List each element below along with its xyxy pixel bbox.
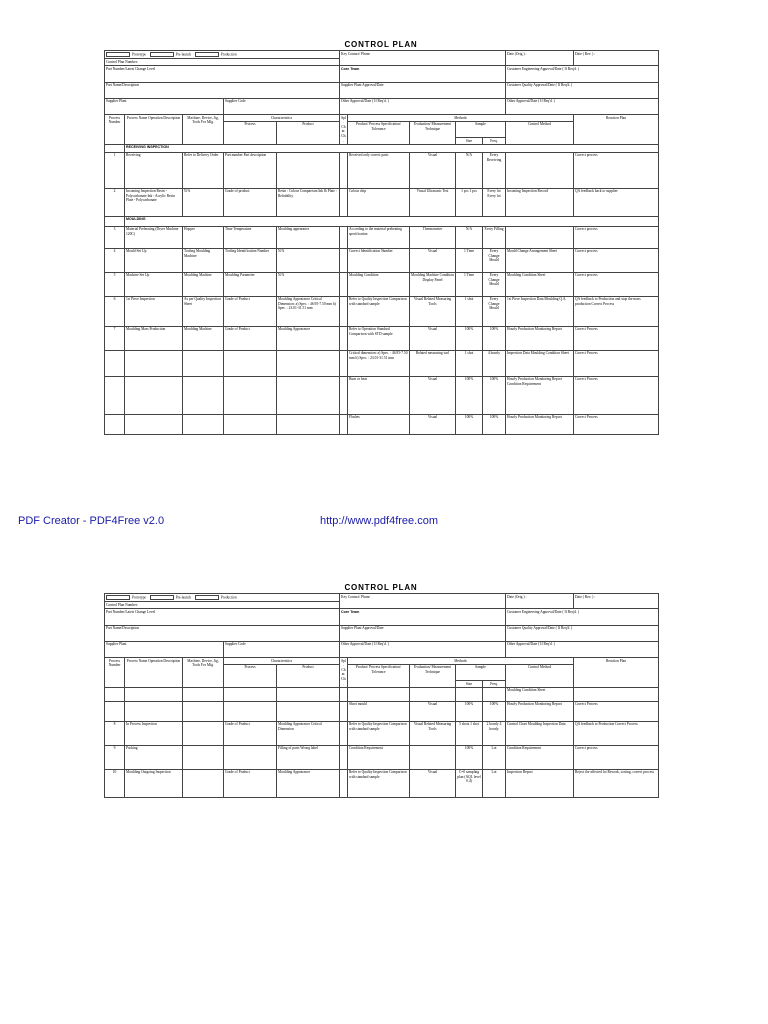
control-method-cell: Hourly Production Monitoring Report bbox=[506, 414, 574, 434]
process-number-cell: 10 bbox=[105, 769, 125, 797]
sample-freq-cell: Every Change Mould bbox=[483, 272, 506, 296]
sample-size-cell: 1 pcs 1 pcs bbox=[456, 188, 483, 216]
section-row bbox=[105, 144, 659, 152]
eval-technique-cell: Visual bbox=[410, 769, 456, 797]
col-process-number: Process Number bbox=[105, 657, 125, 687]
special-char-cell bbox=[340, 687, 348, 701]
product-char-cell bbox=[277, 687, 340, 701]
page-title: CONTROL PLAN bbox=[344, 583, 418, 592]
eval-technique-cell: Visual bbox=[410, 326, 456, 350]
col-methods: Methods bbox=[348, 114, 574, 121]
special-char-cell bbox=[340, 248, 348, 272]
product-char-cell: Moulding Appearance bbox=[277, 326, 340, 350]
process-name-cell: Receiving bbox=[125, 152, 183, 188]
machine-cell: Refer to Delivery Order bbox=[183, 152, 224, 188]
table-row bbox=[105, 296, 659, 326]
process-number-cell bbox=[105, 701, 125, 721]
process-char-cell: Grade of Product bbox=[224, 296, 277, 326]
product-char-cell bbox=[277, 414, 340, 434]
control-plan-header-table bbox=[104, 50, 659, 435]
process-name-cell: Mould Set Up bbox=[125, 248, 183, 272]
control-method-cell: Hourly Production Monitoring Report bbox=[506, 326, 574, 350]
sample-freq-cell: 2 hourly 4 hourly bbox=[483, 721, 506, 745]
section-heading: RECEIVING INSPECTION bbox=[125, 144, 659, 152]
col-special-char: Spl. Char. Cls. bbox=[341, 658, 346, 686]
sample-size-cell bbox=[456, 687, 483, 701]
special-char-cell bbox=[340, 226, 348, 248]
table-row bbox=[105, 188, 659, 216]
sample-size-cell: 5 shots 1 shot bbox=[456, 721, 483, 745]
reaction-plan-cell: QA feedback to Production and stop the mass production Correct Process bbox=[574, 296, 659, 326]
special-char-cell bbox=[340, 188, 348, 216]
reaction-plan-cell: QA feedback back to supplier bbox=[574, 188, 659, 216]
machine-cell bbox=[183, 414, 224, 434]
process-number-cell bbox=[105, 414, 125, 434]
eval-technique-cell: Related measuring tool bbox=[410, 350, 456, 376]
process-char-cell: Tooling Identification Number bbox=[224, 248, 277, 272]
col-control-method: Control Method bbox=[506, 664, 574, 687]
col-eval: Evaluation/ Measurement Technique bbox=[410, 664, 456, 687]
col-machine: Machine, Device, Jig, Tools For Mfg. bbox=[183, 114, 224, 144]
sample-freq-cell: Every Change Mould bbox=[483, 248, 506, 272]
reaction-plan-cell: Correct process bbox=[574, 272, 659, 296]
spec-cell bbox=[348, 687, 410, 701]
control-method-cell: Hourly Production Monitoring Report bbox=[506, 701, 574, 721]
sample-size-cell: C=0 sampling plan (AQL level 0.4) bbox=[456, 769, 483, 797]
eval-technique-cell bbox=[410, 745, 456, 769]
col-spec: Product/ Process Specification/ Tolerance bbox=[348, 664, 410, 687]
sample-size-cell: 100% bbox=[456, 414, 483, 434]
reaction-plan-cell: QA feedback to Production Correct Process bbox=[574, 721, 659, 745]
col-special-char: Spl. Char. Cls. bbox=[341, 115, 346, 143]
reaction-plan-cell bbox=[574, 687, 659, 701]
sample-freq-cell: Every lot Every lot bbox=[483, 188, 506, 216]
process-char-cell: Grade of Product bbox=[224, 326, 277, 350]
process-number-cell: 4 bbox=[105, 248, 125, 272]
process-char-cell: Grade of Product bbox=[224, 721, 277, 745]
control-method-cell: 1st Piece Inspection Data Moulding Q.A. bbox=[506, 296, 574, 326]
product-char-cell: Moulding Appearance bbox=[277, 769, 340, 797]
table-row bbox=[105, 745, 659, 769]
cust-quality-approval-field: Customer Quality Approval/Date ( If Req'd. ) bbox=[506, 82, 659, 98]
col-process-name: Process Name Operation Description bbox=[125, 657, 183, 687]
spec-cell: Moulding Condition bbox=[348, 272, 410, 296]
machine-cell: As per Quality Inspection Sheet bbox=[183, 296, 224, 326]
other-approval-field-1: Other Approval/Date ( If Req'd. ) bbox=[340, 641, 506, 657]
special-char-cell bbox=[340, 326, 348, 350]
machine-cell: Moulding Machine bbox=[183, 272, 224, 296]
other-approval-field-2: Other Approval/Date ( If Req'd. ) bbox=[506, 98, 659, 114]
process-char-cell: Grade of Product bbox=[224, 769, 277, 797]
machine-cell bbox=[183, 350, 224, 376]
control-plan-page-1 bbox=[104, 40, 658, 435]
col-process: Process bbox=[224, 121, 277, 144]
process-number-cell bbox=[105, 376, 125, 414]
product-char-cell: Moulding Appearance Critical Dimension bbox=[277, 721, 340, 745]
reaction-plan-cell: Correct process bbox=[574, 226, 659, 248]
col-methods: Methods bbox=[348, 657, 574, 664]
product-char-cell bbox=[277, 376, 340, 414]
page-title: CONTROL PLAN bbox=[344, 40, 418, 49]
machine-cell bbox=[183, 721, 224, 745]
process-number-cell: 1 bbox=[105, 152, 125, 188]
col-size: Size bbox=[456, 680, 483, 687]
col-process-name: Process Name Operation Description bbox=[125, 114, 183, 144]
sample-freq-cell: Lot bbox=[483, 745, 506, 769]
key-contact-field: Key Contact/ Phone bbox=[340, 594, 506, 609]
sample-size-cell: 100% bbox=[456, 326, 483, 350]
reaction-plan-cell: Correct Process bbox=[574, 326, 659, 350]
control-method-cell: Control Chart Moulding Inspection Data bbox=[506, 721, 574, 745]
cust-eng-approval-field: Customer Engineering Approval/Date ( If Req'd. ) bbox=[506, 66, 659, 82]
process-name-cell bbox=[125, 414, 183, 434]
product-char-cell: Moulding Appearance Critical Dimension: a) Spec. : 46.95-7.50 mm b) Spec. : 23.01-31.51 mm bbox=[277, 296, 340, 326]
product-char-cell: Moulding appearance bbox=[277, 226, 340, 248]
product-char-cell: N/A bbox=[277, 248, 340, 272]
reaction-plan-cell: Correct process bbox=[574, 745, 659, 769]
reaction-plan-cell: Correct Process bbox=[574, 376, 659, 414]
section-heading: MOULDING bbox=[125, 216, 659, 226]
eval-technique-cell: Visual bbox=[410, 701, 456, 721]
supplier-code-field: Supplier Code bbox=[224, 98, 340, 114]
table-row bbox=[105, 376, 659, 414]
col-product: Product bbox=[277, 664, 340, 687]
spec-cell: Colour chip bbox=[348, 188, 410, 216]
supplier-code-field: Supplier Code bbox=[224, 641, 340, 657]
spec-cell: Refer to Quality Inspection Comparison with standard sample bbox=[348, 769, 410, 797]
process-name-cell: Material Preheating (Dryer Machine 120C) bbox=[125, 226, 183, 248]
col-reaction-plan: Reaction Plan bbox=[574, 114, 659, 144]
process-char-cell bbox=[224, 701, 277, 721]
supplier-plant-field: Supplier Plant bbox=[105, 641, 224, 657]
col-spec: Product/ Process Specification/ Tolerance bbox=[348, 121, 410, 144]
eval-technique-cell: Visual Ultrasonic Test bbox=[410, 188, 456, 216]
special-char-cell bbox=[340, 296, 348, 326]
eval-technique-cell: Visual bbox=[410, 152, 456, 188]
product-char-cell: N/A bbox=[277, 272, 340, 296]
date-orig-field: Date (Orig.) : bbox=[506, 51, 574, 66]
spec-cell: Refer to Quality Inspection Comparison with standard sample bbox=[348, 721, 410, 745]
sample-size-cell: 1 Time bbox=[456, 248, 483, 272]
product-char-cell bbox=[277, 350, 340, 376]
reaction-plan-cell: Correct process bbox=[574, 248, 659, 272]
date-orig-field: Date (Orig.) : bbox=[506, 594, 574, 609]
control-method-cell: Incoming Inspection Record bbox=[506, 188, 574, 216]
key-contact-field: Key Contact/ Phone bbox=[340, 51, 506, 66]
table-row bbox=[105, 152, 659, 188]
part-number-field: Part Number/Latest Change Level bbox=[105, 609, 340, 625]
process-name-cell: Incoming Inspection Resin - Polycarbonate Ink - Acrylic Resin Plate - Polycarbonate bbox=[125, 188, 183, 216]
process-char-cell bbox=[224, 745, 277, 769]
col-control-method: Control Method bbox=[506, 121, 574, 144]
part-name-field: Part Name/Description bbox=[105, 625, 340, 641]
process-number-cell: 8 bbox=[105, 721, 125, 745]
col-sample: Sample bbox=[456, 664, 506, 680]
process-name-cell: Packing bbox=[125, 745, 183, 769]
machine-cell: N/A bbox=[183, 188, 224, 216]
eval-technique-cell bbox=[410, 687, 456, 701]
machine-cell bbox=[183, 701, 224, 721]
spec-cell: Refer to Quality Inspection Comparison with standard sample bbox=[348, 296, 410, 326]
process-name-cell: 1st Piece Inspection bbox=[125, 296, 183, 326]
process-char-cell bbox=[224, 687, 277, 701]
prototype-label: Prototype bbox=[132, 52, 146, 57]
table-row bbox=[105, 721, 659, 745]
spec-cell: Condition Requirement bbox=[348, 745, 410, 769]
special-char-cell bbox=[340, 350, 348, 376]
reaction-plan-cell: Correct Process bbox=[574, 414, 659, 434]
spec-cell: Received only correct parts bbox=[348, 152, 410, 188]
col-machine: Machine, Device, Jig, Tools For Mfg. bbox=[183, 657, 224, 687]
sample-size-cell: N/A bbox=[456, 152, 483, 188]
eval-technique-cell: Visual bbox=[410, 248, 456, 272]
process-name-cell: Moulding Mass Production bbox=[125, 326, 183, 350]
machine-cell: Tooling Moulding Machine bbox=[183, 248, 224, 272]
prototype-checkbox[interactable] bbox=[106, 595, 130, 601]
prelaunch-checkbox[interactable] bbox=[150, 52, 174, 58]
process-name-cell bbox=[125, 687, 183, 701]
section-cell-blank bbox=[105, 216, 125, 226]
cust-quality-approval-field: Customer Quality Approval/Date ( If Req'd. ) bbox=[506, 625, 659, 641]
prelaunch-label: Pre-launch bbox=[175, 52, 192, 57]
sample-size-cell: 1 Time bbox=[456, 272, 483, 296]
table-row bbox=[105, 687, 659, 701]
col-product: Product bbox=[277, 121, 340, 144]
supplier-plant-approval-field: Supplier Plant Approval/Date bbox=[340, 82, 506, 98]
process-number-cell: 2 bbox=[105, 188, 125, 216]
sample-size-cell: 1 shot bbox=[456, 350, 483, 376]
process-char-cell: Part number Part description bbox=[224, 152, 277, 188]
process-char-cell bbox=[224, 414, 277, 434]
col-freq: Freq. bbox=[483, 680, 506, 687]
control-plan-number-field: Control Plan Number: bbox=[105, 59, 340, 66]
table-row bbox=[105, 248, 659, 272]
sample-freq-cell: Every Receiving bbox=[483, 152, 506, 188]
col-characteristics: Characteristics bbox=[224, 114, 340, 121]
table-row bbox=[105, 226, 659, 248]
sample-freq-cell: 100% bbox=[483, 701, 506, 721]
process-name-cell bbox=[125, 701, 183, 721]
col-characteristics: Characteristics bbox=[224, 657, 340, 664]
prototype-checkbox[interactable] bbox=[106, 52, 130, 58]
sample-size-cell: 100% bbox=[456, 376, 483, 414]
section-row bbox=[105, 216, 659, 226]
special-char-cell bbox=[340, 414, 348, 434]
spec-cell: Correct Identification Number bbox=[348, 248, 410, 272]
process-name-cell bbox=[125, 350, 183, 376]
col-freq: Freq. bbox=[483, 137, 506, 144]
spec-cell: Critical dimension: a) Spec. : 46.95-7.50 mm b) Spec. : 23.01-31.51 mm bbox=[348, 350, 410, 376]
control-method-cell: Hourly Production Monitoring Report Condition Requirement bbox=[506, 376, 574, 414]
sample-size-cell: 1 shot bbox=[456, 296, 483, 326]
process-char-cell bbox=[224, 376, 277, 414]
sample-freq-cell bbox=[483, 687, 506, 701]
special-char-cell bbox=[340, 152, 348, 188]
machine-cell bbox=[183, 687, 224, 701]
eval-technique-cell: Visual Related Measuring Tools bbox=[410, 296, 456, 326]
process-char-cell: Time Temperature bbox=[224, 226, 277, 248]
spec-cell: Refer to Operation Standard Comparison with STD sample bbox=[348, 326, 410, 350]
table-row bbox=[105, 414, 659, 434]
reaction-plan-cell: Correct Process bbox=[574, 350, 659, 376]
control-plan-page-2 bbox=[104, 583, 658, 798]
special-char-cell bbox=[340, 701, 348, 721]
product-char-cell: Resin : Colour Comparison Ink & Plate : Reliability bbox=[277, 188, 340, 216]
other-approval-field-1: Other Approval/Date ( If Req'd. ) bbox=[340, 98, 506, 114]
process-name-cell bbox=[125, 376, 183, 414]
sample-freq-cell: 100% bbox=[483, 326, 506, 350]
core-team-field: Core Team bbox=[340, 609, 506, 625]
spec-cell: Short mould bbox=[348, 701, 410, 721]
eval-technique-cell: Moulding Machine Condition Display Panel bbox=[410, 272, 456, 296]
process-char-cell: Moulding Parameter bbox=[224, 272, 277, 296]
product-char-cell: Filling of parts Wrong label bbox=[277, 745, 340, 769]
cust-eng-approval-field: Customer Engineering Approval/Date ( If Req'd. ) bbox=[506, 609, 659, 625]
doc-type-row bbox=[105, 594, 340, 602]
control-method-cell bbox=[506, 226, 574, 248]
prelaunch-label: Pre-launch bbox=[175, 595, 192, 600]
special-char-cell bbox=[340, 745, 348, 769]
special-char-cell bbox=[340, 721, 348, 745]
doc-type-row bbox=[105, 51, 340, 59]
supplier-plant-field: Supplier Plant bbox=[105, 98, 224, 114]
process-number-cell: 7 bbox=[105, 326, 125, 350]
spec-cell: Burn or heat bbox=[348, 376, 410, 414]
spec-cell: According to the material preheating specification bbox=[348, 226, 410, 248]
eval-technique-cell: Visual bbox=[410, 414, 456, 434]
col-size: Size bbox=[456, 137, 483, 144]
process-name-cell: In Process Inspection bbox=[125, 721, 183, 745]
col-eval: Evaluation/ Measurement Technique bbox=[410, 121, 456, 144]
prototype-label: Prototype bbox=[132, 595, 146, 600]
control-plan-number-field: Control Plan Number: bbox=[105, 602, 340, 609]
control-plan-rows bbox=[105, 687, 659, 797]
reaction-plan-cell: Reject the affected lot Rework, sorting, correct process bbox=[574, 769, 659, 797]
table-row bbox=[105, 769, 659, 797]
machine-cell bbox=[183, 745, 224, 769]
section-cell-blank bbox=[105, 144, 125, 152]
special-char-cell bbox=[340, 272, 348, 296]
control-method-cell: Mould Change Arrangement Sheet bbox=[506, 248, 574, 272]
process-number-cell: 5 bbox=[105, 272, 125, 296]
control-method-cell: Moulding Condition Sheet bbox=[506, 272, 574, 296]
production-label: Production bbox=[220, 52, 237, 57]
control-plan-header-table bbox=[104, 593, 659, 798]
process-number-cell bbox=[105, 687, 125, 701]
control-method-cell: Inspection Data Moulding Condition Sheet bbox=[506, 350, 574, 376]
process-char-cell: Grade of product bbox=[224, 188, 277, 216]
control-method-cell: Condition Requirement bbox=[506, 745, 574, 769]
process-number-cell: 3 bbox=[105, 226, 125, 248]
product-char-cell bbox=[277, 152, 340, 188]
eval-technique-cell: Visual Related Measuring Tools bbox=[410, 721, 456, 745]
machine-cell bbox=[183, 376, 224, 414]
col-process: Process bbox=[224, 664, 277, 687]
pdf4free-link[interactable]: http://www.pdf4free.com bbox=[320, 515, 438, 527]
sample-size-cell: N/A bbox=[456, 226, 483, 248]
col-sample: Sample bbox=[456, 121, 506, 137]
supplier-plant-approval-field: Supplier Plant Approval/Date bbox=[340, 625, 506, 641]
date-rev-field: Date ( Rev. ) : bbox=[574, 594, 659, 609]
process-number-cell bbox=[105, 350, 125, 376]
process-number-cell: 6 bbox=[105, 296, 125, 326]
prelaunch-checkbox[interactable] bbox=[150, 595, 174, 601]
spec-cell: Flashes bbox=[348, 414, 410, 434]
sample-freq-cell: Every Filling bbox=[483, 226, 506, 248]
sample-freq-cell: 4 hourly bbox=[483, 350, 506, 376]
sample-freq-cell: Lot bbox=[483, 769, 506, 797]
process-name-cell: Machine Set Up bbox=[125, 272, 183, 296]
date-rev-field: Date ( Rev. ) : bbox=[574, 51, 659, 66]
pdf-creator-label: PDF Creator - PDF4Free v2.0 bbox=[18, 515, 165, 527]
table-row bbox=[105, 272, 659, 296]
sample-size-cell: 100% bbox=[456, 745, 483, 769]
part-number-field: Part Number/Latest Change Level bbox=[105, 66, 340, 82]
sample-freq-cell: 100% bbox=[483, 414, 506, 434]
reaction-plan-cell: Correct process bbox=[574, 152, 659, 188]
control-method-cell bbox=[506, 152, 574, 188]
production-checkbox[interactable] bbox=[195, 595, 219, 601]
production-checkbox[interactable] bbox=[195, 52, 219, 58]
special-char-cell bbox=[340, 376, 348, 414]
machine-cell: Moulding Machine bbox=[183, 326, 224, 350]
process-number-cell: 9 bbox=[105, 745, 125, 769]
control-method-cell: Moulding Condition Sheet bbox=[506, 687, 574, 701]
machine-cell bbox=[183, 769, 224, 797]
product-char-cell bbox=[277, 701, 340, 721]
sample-freq-cell: 100% bbox=[483, 376, 506, 414]
eval-technique-cell: Visual bbox=[410, 376, 456, 414]
control-plan-rows bbox=[105, 144, 659, 434]
col-reaction-plan: Reaction Plan bbox=[574, 657, 659, 687]
table-row bbox=[105, 350, 659, 376]
table-row bbox=[105, 701, 659, 721]
part-name-field: Part Name/Description bbox=[105, 82, 340, 98]
table-row bbox=[105, 326, 659, 350]
eval-technique-cell: Thermometer bbox=[410, 226, 456, 248]
core-team-field: Core Team bbox=[340, 66, 506, 82]
other-approval-field-2: Other Approval/Date ( If Req'd. ) bbox=[506, 641, 659, 657]
sample-size-cell: 100% bbox=[456, 701, 483, 721]
reaction-plan-cell: Correct Process bbox=[574, 701, 659, 721]
process-char-cell bbox=[224, 350, 277, 376]
machine-cell: Hopper bbox=[183, 226, 224, 248]
col-process-number: Process Number bbox=[105, 114, 125, 144]
special-char-cell bbox=[340, 769, 348, 797]
process-name-cell: Moulding Outgoing Inspection bbox=[125, 769, 183, 797]
control-method-cell: Inspection Report bbox=[506, 769, 574, 797]
sample-freq-cell: Every Change Mould bbox=[483, 296, 506, 326]
production-label: Production bbox=[220, 595, 237, 600]
